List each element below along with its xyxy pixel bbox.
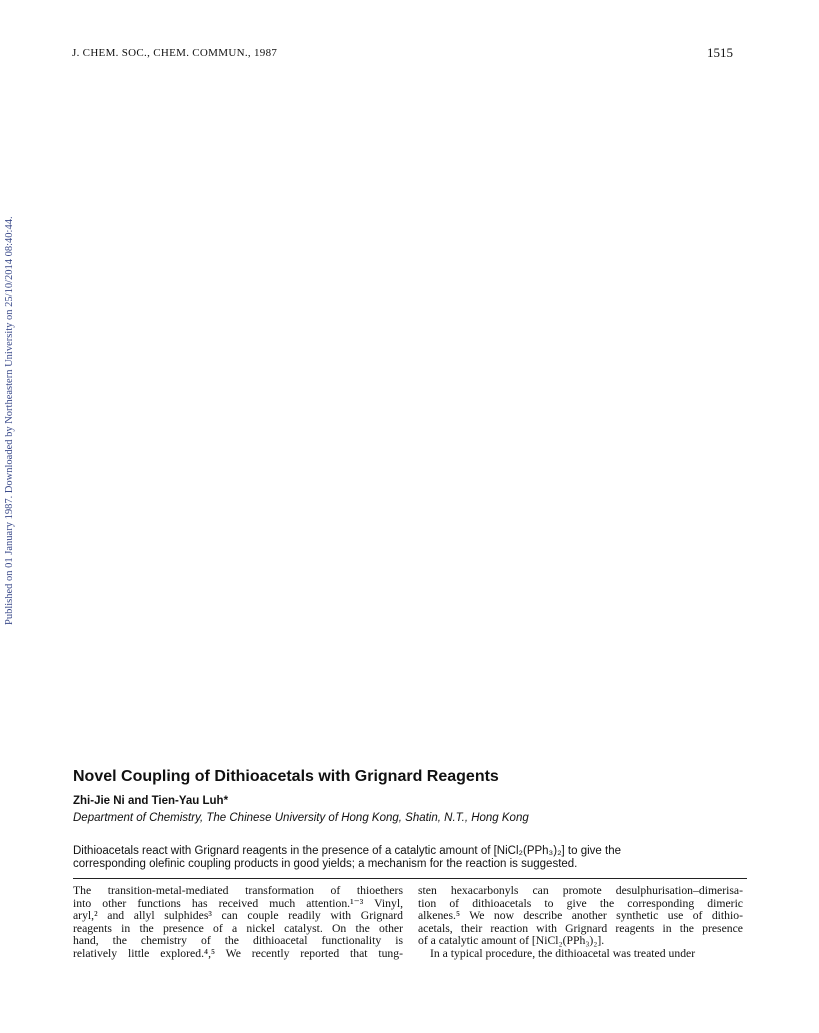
body-line: The transition-metal-mediated transformation of thioethers xyxy=(73,884,403,897)
body-column-left xyxy=(73,885,403,961)
download-watermark: Published on 01 January 1987. Downloaded by Northeastern University on 25/10/2014 08:40:44. xyxy=(4,216,15,625)
body-line: alkenes.⁵ We now describe another synthetic use of dithio- xyxy=(418,909,743,923)
body-line: In a typical procedure, the dithioacetal was treated under xyxy=(430,946,696,960)
body-line: sten hexacarbonyls can promote desulphurisation–dimerisa- xyxy=(418,884,743,897)
abstract xyxy=(73,845,743,871)
body-line: aryl,² and allyl sulphides³ can couple readily with Grignard xyxy=(73,909,403,923)
body-line: acetals, their reaction with Grignard reagents in the presence xyxy=(418,921,743,935)
abstract-line: Dithioacetals react with Grignard reagents in the presence of a catalytic amount of [NiCl₂(PPh₃)₂] to give the xyxy=(73,845,621,857)
body-column-right xyxy=(418,885,743,961)
body-line: hand, the chemistry of the dithioacetal functionality is xyxy=(73,934,403,948)
abstract-line: corresponding olefinic coupling products in good yields; a mechanism for the reaction is suggested. xyxy=(73,858,578,870)
section-divider xyxy=(73,878,747,879)
article-title: Novel Coupling of Dithioacetals with Grignard Reagents xyxy=(73,768,499,785)
running-head: J. CHEM. SOC., CHEM. COMMUN., 1987 xyxy=(72,47,278,59)
article-authors: Zhi-Jie Ni and Tien-Yau Luh* xyxy=(73,795,229,807)
body-line: into other functions has received much attention.¹⁻³ Vinyl, xyxy=(73,896,403,910)
article-affiliation: Department of Chemistry, The Chinese University of Hong Kong, Shatin, N.T., Hong Kong xyxy=(73,812,529,824)
body-line: of a catalytic amount of [NiCl₂(PPh₃)₂]. xyxy=(418,934,605,948)
page-number: 1515 xyxy=(707,45,733,60)
body-line: reagents in the presence of a nickel catalyst. On the other xyxy=(73,921,403,935)
body-line: tion of dithioacetals to give the corresponding dimeric xyxy=(418,896,743,910)
body-line: relatively little explored.⁴,⁵ We recently reported that tung- xyxy=(73,946,403,960)
